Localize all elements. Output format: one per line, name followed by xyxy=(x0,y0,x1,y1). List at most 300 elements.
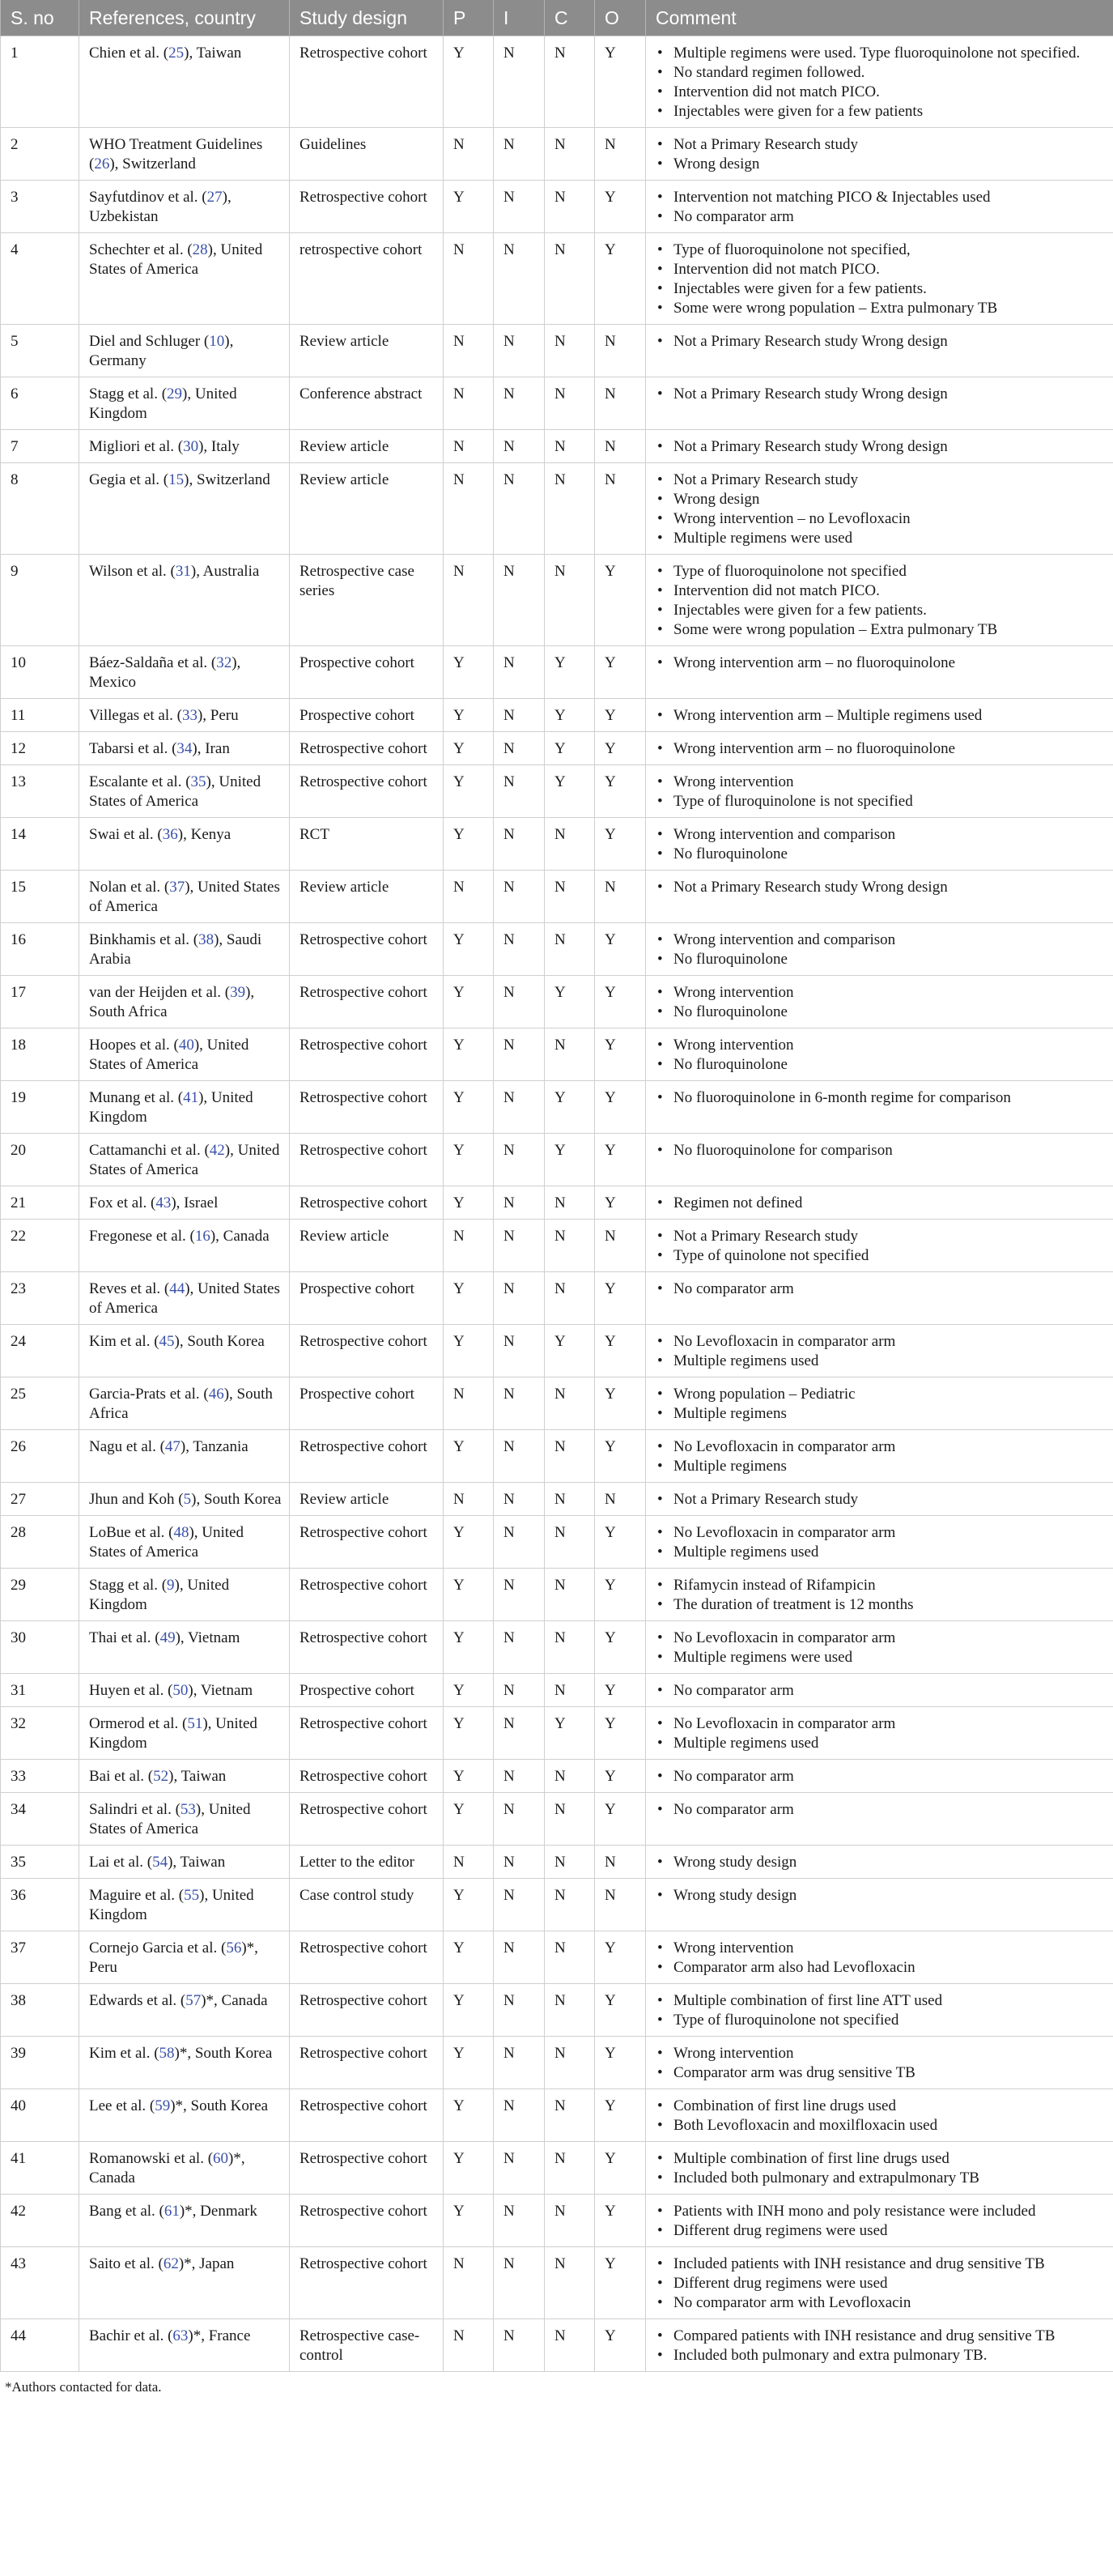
comment-item: • No fluroquinolone xyxy=(673,950,1107,969)
citation-link[interactable]: 37 xyxy=(169,879,185,896)
cell-c: N xyxy=(545,1760,595,1793)
table-row xyxy=(1,2089,1113,2142)
comment-item: • No comparator arm xyxy=(673,1800,1107,1820)
cell-study-design: Prospective cohort xyxy=(290,699,444,732)
citation-link[interactable]: 57 xyxy=(185,1992,202,2009)
comment-list xyxy=(656,2149,1107,2188)
cell-c: N xyxy=(545,36,595,128)
comment-list xyxy=(656,562,1107,640)
reference-text: Hoopes et al. ( xyxy=(89,1037,179,1054)
citation-link[interactable]: 47 xyxy=(164,1438,181,1455)
citation-link[interactable]: 38 xyxy=(198,931,215,948)
cell-o: Y xyxy=(595,646,646,699)
cell-o: N xyxy=(595,377,646,430)
comment-item: • Regimen not defined xyxy=(673,1194,1107,1213)
comment-list xyxy=(656,1437,1107,1476)
cell-sno: 30 xyxy=(1,1621,79,1674)
citation-link[interactable]: 53 xyxy=(180,1801,196,1818)
cell-i: N xyxy=(494,923,545,976)
cell-reference xyxy=(79,463,290,555)
cell-sno: 12 xyxy=(1,732,79,765)
citation-link[interactable]: 35 xyxy=(190,773,206,790)
citation-link[interactable]: 42 xyxy=(209,1142,225,1159)
citation-link[interactable]: 41 xyxy=(183,1089,199,1106)
cell-c: N xyxy=(545,1430,595,1483)
reference-text: ), South Korea xyxy=(174,1333,265,1350)
cell-comment xyxy=(646,430,1113,463)
cell-sno: 41 xyxy=(1,2142,79,2195)
citation-link[interactable]: 5 xyxy=(183,1491,192,1508)
table-row xyxy=(1,1430,1113,1483)
cell-study-design: Review article xyxy=(290,325,444,377)
cell-i: N xyxy=(494,1569,545,1621)
cell-sno: 17 xyxy=(1,976,79,1028)
cell-i: N xyxy=(494,1674,545,1707)
table-row xyxy=(1,181,1113,233)
cell-p: Y xyxy=(444,1325,494,1377)
cell-study-design: Review article xyxy=(290,1483,444,1516)
comment-item: • No comparator arm xyxy=(673,1681,1107,1701)
comment-item: • No Levofloxacin in comparator arm xyxy=(673,1714,1107,1734)
cell-c: Y xyxy=(545,976,595,1028)
cell-c: N xyxy=(545,1220,595,1272)
cell-study-design: Prospective cohort xyxy=(290,1272,444,1325)
comment-item: • Wrong intervention – no Levofloxacin xyxy=(673,509,1107,529)
cell-p: N xyxy=(444,463,494,555)
cell-reference xyxy=(79,1760,290,1793)
comment-item: • Not a Primary Research study xyxy=(673,470,1107,490)
cell-comment xyxy=(646,1081,1113,1134)
cell-i: N xyxy=(494,2089,545,2142)
citation-link[interactable]: 32 xyxy=(216,654,232,671)
table-row xyxy=(1,463,1113,555)
comment-list xyxy=(656,1629,1107,1667)
citation-link[interactable]: 45 xyxy=(159,1333,175,1350)
cell-p: N xyxy=(444,2247,494,2319)
reference-text: LoBue et al. ( xyxy=(89,1524,174,1541)
comment-list xyxy=(656,739,1107,759)
table-row xyxy=(1,1220,1113,1272)
cell-study-design: Retrospective cohort xyxy=(290,181,444,233)
cell-sno: 36 xyxy=(1,1879,79,1931)
cell-o: Y xyxy=(595,1325,646,1377)
cell-study-design: Retrospective cohort xyxy=(290,1516,444,1569)
cell-study-design: Conference abstract xyxy=(290,377,444,430)
citation-link[interactable]: 43 xyxy=(155,1194,172,1211)
comment-list xyxy=(656,1714,1107,1753)
table-row xyxy=(1,233,1113,325)
cell-c: N xyxy=(545,2142,595,2195)
cell-p: Y xyxy=(444,1621,494,1674)
cell-study-design: Review article xyxy=(290,463,444,555)
cell-p: Y xyxy=(444,1272,494,1325)
citation-link[interactable]: 59 xyxy=(155,2097,171,2114)
cell-comment xyxy=(646,1674,1113,1707)
table-row xyxy=(1,1081,1113,1134)
comment-item: • Wrong design xyxy=(673,490,1107,509)
cell-reference xyxy=(79,2142,290,2195)
citation-link[interactable]: 62 xyxy=(163,2255,179,2272)
cell-sno: 4 xyxy=(1,233,79,325)
citation-link[interactable]: 27 xyxy=(206,189,223,206)
cell-reference xyxy=(79,1621,290,1674)
cell-sno: 20 xyxy=(1,1134,79,1186)
comment-item: • Not a Primary Research study Wrong design xyxy=(673,878,1107,897)
reference-text: ), Canada xyxy=(210,1228,270,1245)
header-p: P xyxy=(444,0,494,36)
comment-item: • Not a Primary Research study Wrong design xyxy=(673,437,1107,457)
comment-item: • Rifamycin instead of Rifampicin xyxy=(673,1576,1107,1595)
cell-sno: 8 xyxy=(1,463,79,555)
cell-p: Y xyxy=(444,1760,494,1793)
cell-comment xyxy=(646,1516,1113,1569)
cell-sno: 16 xyxy=(1,923,79,976)
comment-item: • Not a Primary Research study Wrong design xyxy=(673,332,1107,351)
reference-text: Edwards et al. ( xyxy=(89,1992,186,2009)
citation-link[interactable]: 10 xyxy=(209,333,225,350)
comment-item: • Intervention not matching PICO & Injectables used xyxy=(673,188,1107,207)
cell-o: Y xyxy=(595,1621,646,1674)
cell-comment xyxy=(646,1707,1113,1760)
cell-i: N xyxy=(494,2037,545,2089)
reference-text: ), South Africa xyxy=(89,1386,273,1422)
comment-item: • Multiple regimens were used xyxy=(673,1648,1107,1667)
cell-p: Y xyxy=(444,1674,494,1707)
cell-study-design: Retrospective cohort xyxy=(290,1430,444,1483)
citation-link[interactable]: 29 xyxy=(167,385,183,402)
comment-list xyxy=(656,470,1107,548)
cell-c: N xyxy=(545,1793,595,1846)
cell-c: N xyxy=(545,1931,595,1984)
citation-link[interactable]: 63 xyxy=(172,2327,189,2344)
reference-text: Sayfutdinov et al. ( xyxy=(89,189,207,206)
cell-reference xyxy=(79,1569,290,1621)
citation-link[interactable]: 60 xyxy=(213,2150,229,2167)
reference-text: ), United Kingdom xyxy=(89,1577,230,1613)
cell-p: N xyxy=(444,430,494,463)
cell-reference xyxy=(79,1377,290,1430)
reference-text: ), United Kingdom xyxy=(89,385,237,422)
comment-list xyxy=(656,2044,1107,2083)
cell-sno: 43 xyxy=(1,2247,79,2319)
table-row xyxy=(1,646,1113,699)
citation-link[interactable]: 55 xyxy=(184,1887,200,1904)
cell-study-design: retrospective cohort xyxy=(290,233,444,325)
citation-link[interactable]: 56 xyxy=(226,1939,242,1956)
cell-reference xyxy=(79,2195,290,2247)
table-row xyxy=(1,325,1113,377)
citation-link[interactable]: 61 xyxy=(164,2203,180,2220)
cell-study-design: Retrospective cohort xyxy=(290,1931,444,1984)
cell-p: Y xyxy=(444,1430,494,1483)
table-row xyxy=(1,36,1113,128)
cell-sno: 15 xyxy=(1,871,79,923)
citation-link[interactable]: 26 xyxy=(94,155,110,172)
comment-list xyxy=(656,1576,1107,1615)
cell-comment xyxy=(646,2089,1113,2142)
cell-i: N xyxy=(494,1272,545,1325)
cell-study-design: Retrospective cohort xyxy=(290,2247,444,2319)
cell-comment xyxy=(646,377,1113,430)
cell-p: Y xyxy=(444,732,494,765)
cell-reference xyxy=(79,1028,290,1081)
cell-c: N xyxy=(545,1846,595,1879)
comment-item: • Intervention did not match PICO. xyxy=(673,260,1107,279)
cell-sno: 35 xyxy=(1,1846,79,1879)
cell-o: Y xyxy=(595,36,646,128)
citation-link[interactable]: 33 xyxy=(181,707,198,724)
citation-link[interactable]: 58 xyxy=(159,2045,175,2062)
table-body xyxy=(1,36,1113,2372)
cell-o: Y xyxy=(595,1760,646,1793)
comment-item: • Comparator arm was drug sensitive TB xyxy=(673,2063,1107,2083)
cell-o: N xyxy=(595,1220,646,1272)
reference-text: )*, South Korea xyxy=(170,2097,269,2114)
cell-o: Y xyxy=(595,2037,646,2089)
citation-link[interactable]: 30 xyxy=(183,438,199,455)
cell-study-design: Retrospective cohort xyxy=(290,2037,444,2089)
comment-item: • Not a Primary Research study xyxy=(673,1490,1107,1509)
cell-reference xyxy=(79,646,290,699)
header-study-design: Study design xyxy=(290,0,444,36)
cell-study-design: Retrospective cohort xyxy=(290,2142,444,2195)
table-row xyxy=(1,1879,1113,1931)
cell-reference xyxy=(79,1879,290,1931)
reference-text: )*, Peru xyxy=(89,1939,258,1976)
cell-sno: 10 xyxy=(1,646,79,699)
cell-study-design: Retrospective cohort xyxy=(290,36,444,128)
cell-o: Y xyxy=(595,2319,646,2372)
cell-p: Y xyxy=(444,976,494,1028)
comment-item: • Type of fluoroquinolone not specified xyxy=(673,562,1107,581)
reference-text: ), Iran xyxy=(192,740,230,757)
comment-item: • No fluroquinolone xyxy=(673,1003,1107,1022)
reference-text: ), Switzerland xyxy=(109,155,196,172)
comment-item: • Wrong intervention arm – no fluoroquinolone xyxy=(673,739,1107,759)
cell-comment xyxy=(646,36,1113,128)
cell-comment xyxy=(646,732,1113,765)
comment-list xyxy=(656,1886,1107,1905)
table-row xyxy=(1,1674,1113,1707)
reference-text: Stagg et al. ( xyxy=(89,385,168,402)
cell-p: Y xyxy=(444,2037,494,2089)
comment-item: • Patients with INH mono and poly resistance were included xyxy=(673,2202,1107,2221)
comment-item: • Wrong study design xyxy=(673,1853,1107,1872)
cell-sno: 42 xyxy=(1,2195,79,2247)
cell-reference xyxy=(79,1325,290,1377)
cell-sno: 44 xyxy=(1,2319,79,2372)
cell-o: Y xyxy=(595,699,646,732)
reference-text: ), Vietnam xyxy=(188,1682,253,1699)
table-row xyxy=(1,1621,1113,1674)
reference-text: Binkhamis et al. ( xyxy=(89,931,199,948)
table-row xyxy=(1,732,1113,765)
cell-reference xyxy=(79,1430,290,1483)
citation-link[interactable]: 25 xyxy=(168,45,185,62)
cell-reference xyxy=(79,1674,290,1707)
comment-list xyxy=(656,1141,1107,1160)
comment-item: • Injectables were given for a few patients xyxy=(673,102,1107,121)
cell-o: Y xyxy=(595,2142,646,2195)
cell-comment xyxy=(646,2037,1113,2089)
reference-text: ), Italy xyxy=(198,438,240,455)
cell-study-design: Guidelines xyxy=(290,128,444,181)
citation-link[interactable]: 15 xyxy=(168,471,185,488)
citation-link[interactable]: 31 xyxy=(175,563,191,580)
cell-p: Y xyxy=(444,1931,494,1984)
cell-study-design: Prospective cohort xyxy=(290,1377,444,1430)
comment-item: • Multiple regimens were used. Type fluoroquinolone not specified. xyxy=(673,44,1107,63)
comment-item: • Type of quinolone not specified xyxy=(673,1246,1107,1266)
citation-link[interactable]: 28 xyxy=(192,241,208,258)
cell-comment xyxy=(646,1186,1113,1220)
cell-i: N xyxy=(494,818,545,871)
reference-text: Cornejo Garcia et al. ( xyxy=(89,1939,227,1956)
reference-text: Diel and Schluger ( xyxy=(89,333,210,350)
cell-sno: 5 xyxy=(1,325,79,377)
citation-link[interactable]: 52 xyxy=(153,1768,169,1785)
cell-comment xyxy=(646,1793,1113,1846)
comment-item: • The duration of treatment is 12 months xyxy=(673,1595,1107,1615)
citation-link[interactable]: 36 xyxy=(162,826,178,843)
comment-item: • Wrong intervention and comparison xyxy=(673,825,1107,845)
citation-link[interactable]: 9 xyxy=(167,1577,175,1594)
cell-o: Y xyxy=(595,2195,646,2247)
header-references-country: References, country xyxy=(79,0,290,36)
cell-sno: 38 xyxy=(1,1984,79,2037)
cell-sno: 40 xyxy=(1,2089,79,2142)
comment-list xyxy=(656,2327,1107,2365)
cell-p: Y xyxy=(444,2195,494,2247)
cell-c: N xyxy=(545,2319,595,2372)
reference-text: )*, France xyxy=(188,2327,251,2344)
comment-item: • Some were wrong population – Extra pulmonary TB xyxy=(673,299,1107,318)
citation-link[interactable]: 39 xyxy=(230,984,246,1001)
reference-text: ), Uzbekistan xyxy=(89,189,232,225)
comment-item: • Intervention did not match PICO. xyxy=(673,83,1107,102)
table-row xyxy=(1,1516,1113,1569)
cell-sno: 21 xyxy=(1,1186,79,1220)
cell-reference xyxy=(79,1220,290,1272)
reference-text: Chien et al. ( xyxy=(89,45,169,62)
citation-link[interactable]: 54 xyxy=(152,1854,168,1871)
cell-p: Y xyxy=(444,36,494,128)
table-row xyxy=(1,818,1113,871)
cell-p: Y xyxy=(444,1186,494,1220)
cell-comment xyxy=(646,1984,1113,2037)
cell-p: N xyxy=(444,1377,494,1430)
cell-i: N xyxy=(494,181,545,233)
table-row xyxy=(1,430,1113,463)
cell-o: N xyxy=(595,1846,646,1879)
comment-item: • Multiple regimens xyxy=(673,1404,1107,1424)
citation-link[interactable]: 44 xyxy=(169,1280,185,1297)
cell-c: N xyxy=(545,2037,595,2089)
cell-o: Y xyxy=(595,923,646,976)
citation-link[interactable]: 40 xyxy=(178,1037,194,1054)
citation-link[interactable]: 49 xyxy=(159,1629,176,1646)
cell-reference xyxy=(79,765,290,818)
cell-sno: 37 xyxy=(1,1931,79,1984)
cell-i: N xyxy=(494,1220,545,1272)
cell-c: N xyxy=(545,1984,595,2037)
cell-sno: 28 xyxy=(1,1516,79,1569)
cell-sno: 24 xyxy=(1,1325,79,1377)
citation-link[interactable]: 34 xyxy=(176,740,193,757)
citation-link[interactable]: 16 xyxy=(194,1228,210,1245)
citation-link[interactable]: 50 xyxy=(172,1682,189,1699)
reference-text: Villegas et al. ( xyxy=(89,707,182,724)
comment-list xyxy=(656,1088,1107,1108)
cell-i: N xyxy=(494,646,545,699)
cell-c: N xyxy=(545,128,595,181)
reference-text: Jhun and Koh ( xyxy=(89,1491,184,1508)
cell-i: N xyxy=(494,2142,545,2195)
citation-link[interactable]: 46 xyxy=(208,1386,224,1403)
reference-text: ), Tanzania xyxy=(180,1438,249,1455)
cell-p: Y xyxy=(444,699,494,732)
cell-c: N xyxy=(545,923,595,976)
comment-item: • Multiple regimens used xyxy=(673,1543,1107,1562)
cell-sno: 19 xyxy=(1,1081,79,1134)
citation-link[interactable]: 51 xyxy=(187,1715,203,1732)
cell-i: N xyxy=(494,765,545,818)
cell-sno: 1 xyxy=(1,36,79,128)
cell-o: Y xyxy=(595,1674,646,1707)
reference-text: )*, Japan xyxy=(178,2255,235,2272)
table-row xyxy=(1,1846,1113,1879)
cell-study-design: Letter to the editor xyxy=(290,1846,444,1879)
comment-list xyxy=(656,1523,1107,1562)
cell-reference xyxy=(79,36,290,128)
cell-p: N xyxy=(444,555,494,646)
comment-item: • Wrong intervention xyxy=(673,2044,1107,2063)
table-row xyxy=(1,377,1113,430)
table-row xyxy=(1,2142,1113,2195)
comment-list xyxy=(656,825,1107,864)
comment-list xyxy=(656,1939,1107,1978)
comment-list xyxy=(656,1490,1107,1509)
cell-comment xyxy=(646,1220,1113,1272)
reference-text: Kim et al. ( xyxy=(89,2045,159,2062)
cell-o: Y xyxy=(595,1028,646,1081)
cell-p: Y xyxy=(444,765,494,818)
reference-text: ), United Kingdom xyxy=(89,1715,257,1752)
reference-text: Huyen et al. ( xyxy=(89,1682,173,1699)
cell-study-design: Retrospective case-control xyxy=(290,2319,444,2372)
cell-sno: 7 xyxy=(1,430,79,463)
cell-i: N xyxy=(494,1984,545,2037)
cell-i: N xyxy=(494,1186,545,1220)
cell-o: Y xyxy=(595,1707,646,1760)
reference-text: ), Mexico xyxy=(89,654,241,691)
cell-sno: 26 xyxy=(1,1430,79,1483)
cell-o: Y xyxy=(595,1081,646,1134)
table-row xyxy=(1,2319,1113,2372)
comment-list xyxy=(656,1800,1107,1820)
cell-study-design: Retrospective cohort xyxy=(290,1325,444,1377)
table-row xyxy=(1,1931,1113,1984)
cell-p: Y xyxy=(444,1516,494,1569)
citation-link[interactable]: 48 xyxy=(173,1524,189,1541)
reference-text: )*, Canada xyxy=(89,2150,245,2186)
comment-list xyxy=(656,2255,1107,2313)
table-row xyxy=(1,871,1113,923)
cell-study-design: Retrospective cohort xyxy=(290,1569,444,1621)
cell-p: Y xyxy=(444,1984,494,2037)
cell-comment xyxy=(646,1760,1113,1793)
comment-item: • Type of fluroquinolone is not specified xyxy=(673,792,1107,811)
